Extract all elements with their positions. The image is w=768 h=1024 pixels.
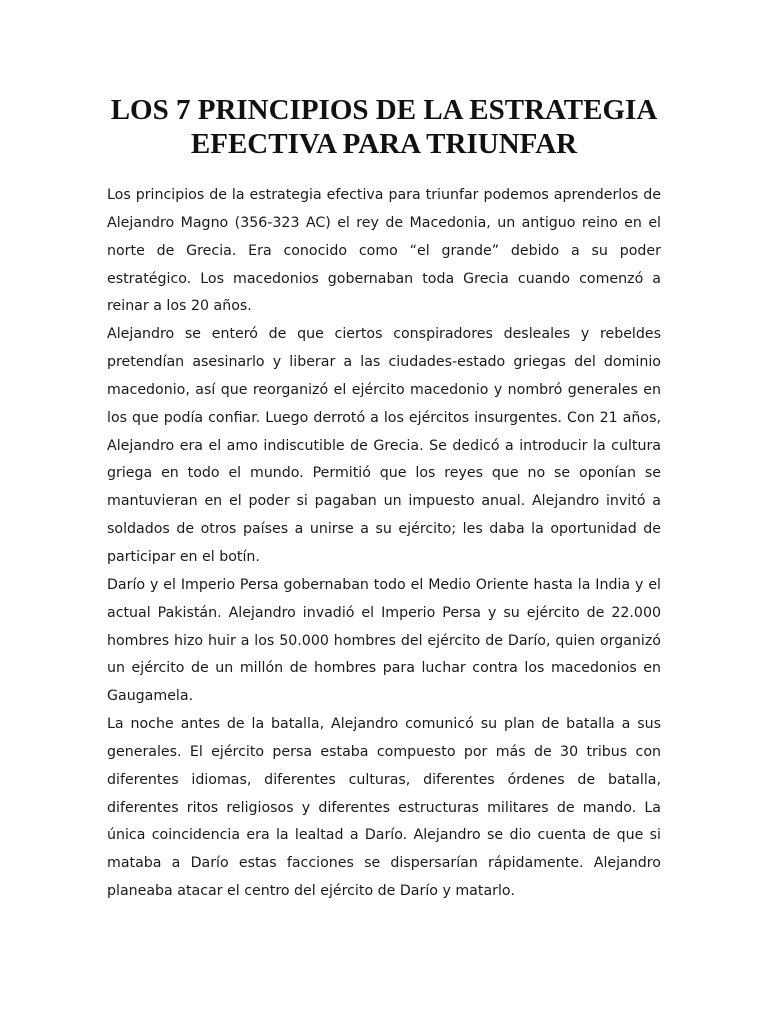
title-line-2: EFECTIVA PARA TRIUNFAR	[190, 128, 578, 160]
document-title	[80, 93, 688, 161]
paragraph-3: Darío y el Imperio Persa gobernaban todo el Medio Oriente hasta la India y el actual Pakistán. Alejandro invadió el Imperio Persa y su ejército de 22.000 hombres hizo huir a los 50.000 hombres del ejército de Darío, quien organizó un ejército de un millón de hombres para luchar contra los macedonios en Gaugamela.	[107, 576, 661, 705]
paragraph-4: La noche antes de la batalla, Alejandro comunicó su plan de batalla a sus generales. El ejército persa estaba compuesto por más de 30 tribus con diferentes idiomas, diferentes culturas, diferentes órdenes de batalla, diferentes ritos religiosos y diferentes estructuras militares de mando. La única coincidencia era la lealtad a Darío. Alejandro se dio cuenta de que si mataba a Darío estas facciones se dispersarían rápidamente. Alejandro planeaba atacar el centro del ejército de Darío y matarlo.	[107, 716, 661, 900]
paragraph-2: Alejandro se enteró de que ciertos conspiradores desleales y rebeldes pretendían asesinarlo y liberar a las ciudades-estado griegas del dominio macedonio, así que reorganizó el ejército macedonio y nombró generales en los que podía confiar. Luego derrotó a los ejércitos insurgentes. Con 21 años, Alejandro era el amo indiscutible de Grecia. Se dedicó a introducir la cultura griega en todo el mundo. Permitió que los reyes que no se oponían se mantuvieran en el poder si pagaban un impuesto anual. Alejandro invitó a soldados de otros países a unirse a su ejército; les daba la oportunidad de participar en el botín.	[107, 326, 661, 565]
paragraph-1: Los principios de la estrategia efectiva para triunfar podemos aprenderlos de Alejandro Magno (356-323 AC) el rey de Macedonia, un antiguo reino en el norte de Grecia. Era conocido como “el grande” debido a su poder estratégico. Los macedonios gobernaban toda Grecia cuando comenzó a reinar a los 20 años.	[107, 187, 661, 315]
document-body	[107, 182, 661, 906]
title-line-1: LOS 7 PRINCIPIOS DE LA ESTRATEGIA	[110, 94, 658, 126]
